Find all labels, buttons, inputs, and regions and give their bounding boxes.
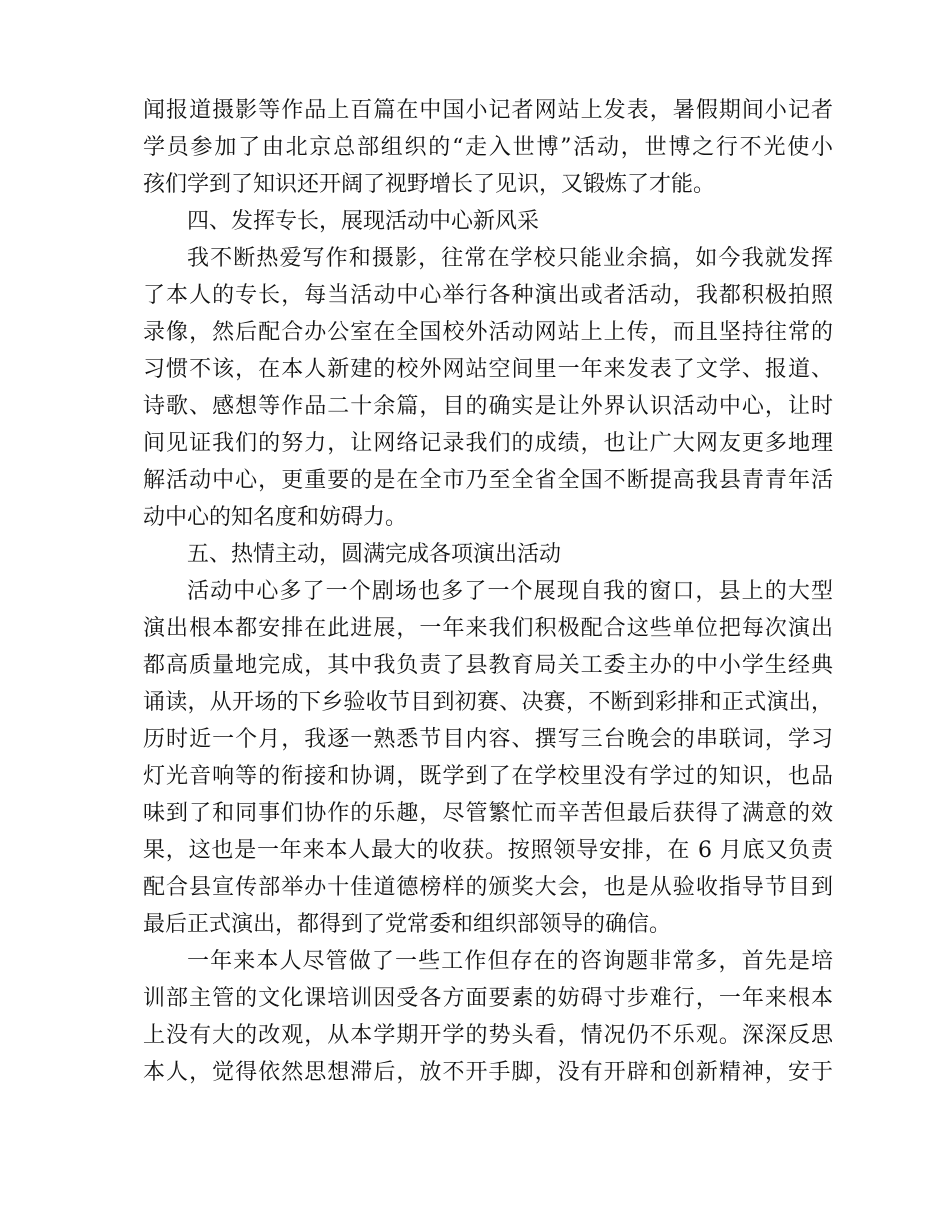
text-line: 了本人的专长，每当活动中心举行各种演出或者活动，我都积极拍照	[143, 283, 833, 308]
text-line: 五、热情主动，圆满完成各项演出活动	[187, 542, 562, 567]
text-line: 学员参加了由北京总部组织的“走入世博”活动，世博之行不光使小	[143, 135, 833, 160]
text-line: 活动中心多了一个剧场也多了一个展现自我的窗口，县上的大型	[187, 579, 833, 604]
text-line: 上没有大的改观，从本学期开学的势头看，情况仍不乐观。深深反思	[143, 1023, 833, 1048]
text-line: 录像，然后配合办公室在全国校外活动网站上上传，而且坚持往常的	[143, 320, 833, 345]
text-line: 演出根本都安排在此进展，一年来我们积极配合这些单位把每次演出	[143, 616, 833, 641]
text-line: 解活动中心，更重要的是在全市乃至全省全国不断提高我县青青年活	[143, 468, 833, 493]
text-line: 孩们学到了知识还开阔了视野增长了见识，又锻炼了才能。	[143, 172, 716, 197]
document-body	[143, 92, 833, 1091]
text-line: 最后正式演出，都得到了党常委和组织部领导的确信。	[143, 912, 672, 937]
text-line: 都高质量地完成，其中我负责了县教育局关工委主办的中小学生经典	[143, 653, 833, 678]
text-line: 训部主管的文化课培训因受各方面要素的妨碍寸步难行，一年来根本	[143, 986, 833, 1011]
text-line: 一年来本人尽管做了一些工作但存在的咨询题非常多，首先是培	[187, 949, 833, 974]
text-line: 间见证我们的努力，让网络记录我们的成绩，也让广大网友更多地理	[143, 431, 833, 456]
text-line: 本人，觉得依然思想滞后，放不开手脚，没有开辟和创新精神，安于	[143, 1060, 833, 1085]
text-line: 历时近一个月，我逐一熟悉节目内容、撰写三台晚会的串联词，学习	[143, 727, 833, 752]
text-line: 闻报道摄影等作品上百篇在中国小记者网站上发表，暑假期间小记者	[143, 98, 833, 123]
text-line: 味到了和同事们协作的乐趣，尽管繁忙而辛苦但最后获得了满意的效	[143, 801, 833, 826]
text-line: 我不断热爱写作和摄影，往常在学校只能业余搞，如今我就发挥	[187, 246, 833, 271]
text-line: 动中心的知名度和妨碍力。	[143, 505, 408, 530]
text-line: 诗歌、感想等作品二十余篇，目的确实是让外界认识活动中心，让时	[143, 394, 833, 419]
text-line: 诵读，从开场的下乡验收节目到初赛、决赛，不断到彩排和正式演出，	[143, 690, 833, 715]
text-line: 灯光音响等的衔接和协调，既学到了在学校里没有学过的知识，也品	[143, 764, 833, 789]
text-line: 配合县宣传部举办十佳道德榜样的颁奖大会，也是从验收指导节目到	[143, 875, 833, 900]
text-line: 果，这也是一年来本人最大的收获。按照领导安排，在 6 月底又负责	[143, 838, 833, 863]
text-line: 习惯不该，在本人新建的校外网站空间里一年来发表了文学、报道、	[143, 357, 833, 382]
text-line: 四、发挥专长，展现活动中心新风采	[187, 209, 540, 234]
